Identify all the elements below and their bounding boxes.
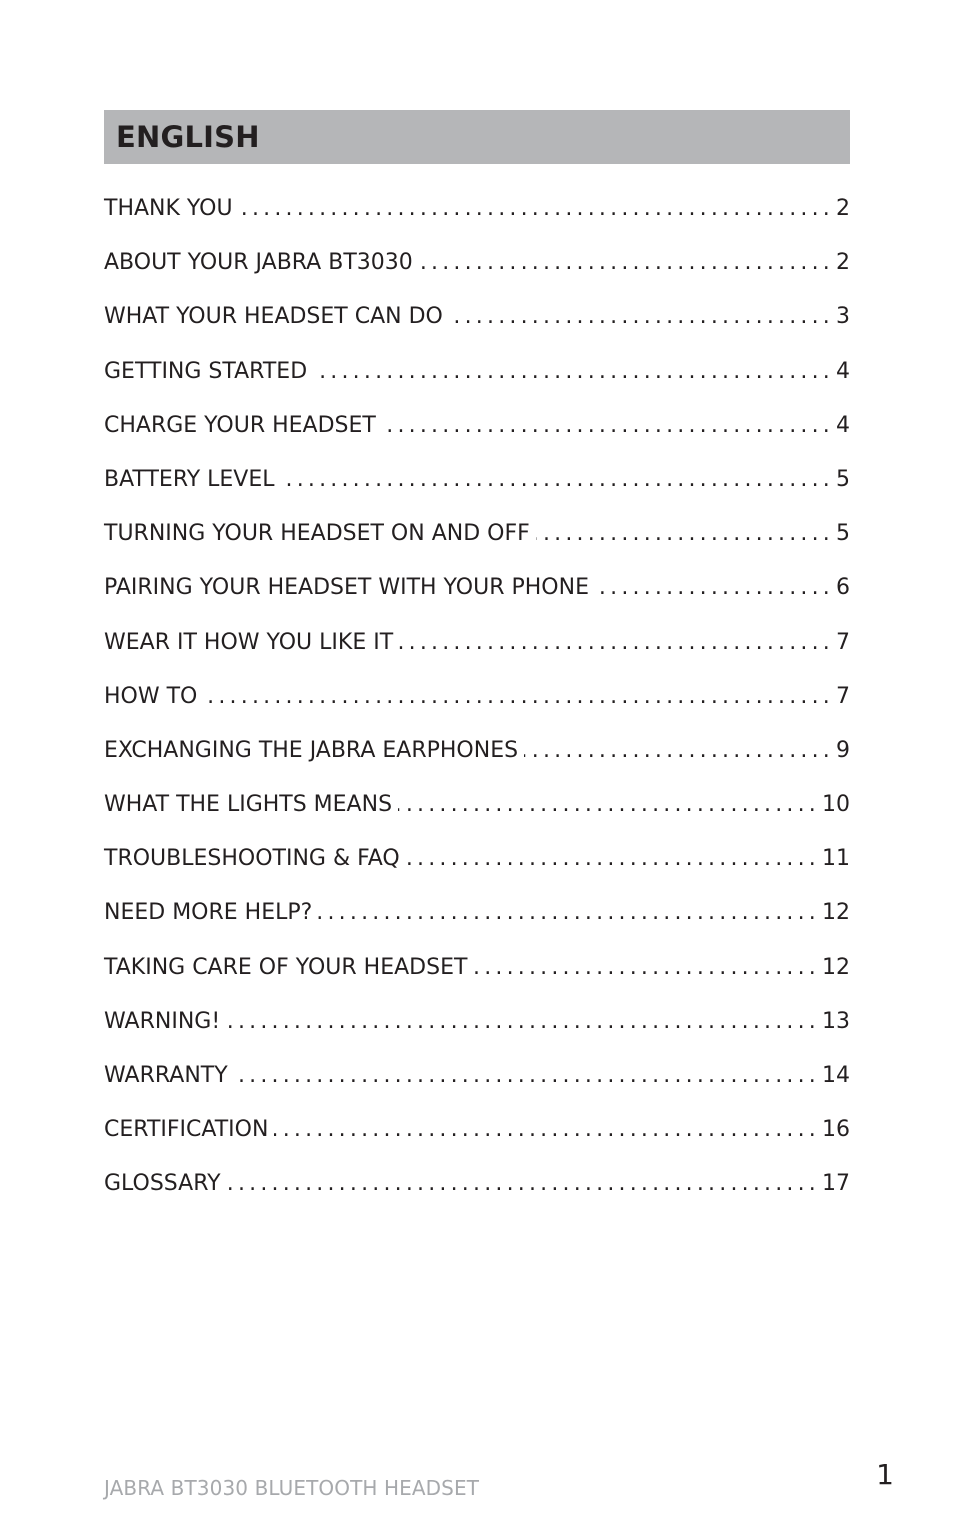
toc-entry-page: 16 — [822, 1117, 850, 1143]
page-number: 1 — [876, 1458, 894, 1491]
toc-entry-title: BATTERY LEVEL — [104, 466, 275, 492]
toc-entry-title: ABOUT YOUR JABRA BT3030 — [104, 250, 413, 276]
toc-entry-page: 11 — [822, 846, 850, 872]
toc-entry[interactable] — [104, 999, 850, 1053]
table-of-contents — [104, 186, 850, 1216]
toc-dot-leader — [227, 1161, 820, 1207]
toc-entry-title: WHAT YOUR HEADSET CAN DO — [104, 304, 443, 330]
toc-entry-page: 14 — [822, 1063, 850, 1088]
toc-entry[interactable] — [104, 403, 850, 457]
toc-entry[interactable] — [104, 620, 850, 674]
toc-entry-page: 12 — [822, 954, 850, 980]
toc-entry[interactable] — [104, 674, 850, 728]
toc-dot-leader — [203, 674, 834, 720]
toc-entry-title: WARRANTY — [104, 1063, 228, 1088]
toc-dot-leader — [419, 240, 834, 286]
toc-entry[interactable] — [104, 186, 850, 240]
toc-dot-leader — [595, 565, 834, 611]
toc-entry[interactable] — [104, 1161, 850, 1215]
toc-entry-title: WEAR IT HOW YOU LIKE IT — [104, 629, 394, 655]
toc-entry[interactable] — [104, 890, 850, 944]
toc-entry-title: TURNING YOUR HEADSET ON AND OFF — [104, 521, 530, 547]
toc-entry-title: HOW TO — [104, 683, 198, 709]
toc-entry[interactable] — [104, 565, 850, 619]
toc-dot-leader — [226, 999, 820, 1045]
toc-entry-page: 10 — [822, 792, 850, 818]
toc-entry-title: TROUBLESHOOTING & FAQ — [104, 846, 400, 872]
toc-entry-title: TAKING CARE OF YOUR HEADSET — [104, 954, 468, 980]
toc-entry-page: 17 — [822, 1171, 850, 1197]
toc-entry-title: NEED MORE HELP? — [104, 900, 313, 926]
toc-entry[interactable] — [104, 1053, 850, 1107]
toc-entry[interactable] — [104, 457, 850, 511]
toc-entry[interactable] — [104, 836, 850, 890]
toc-dot-leader — [406, 836, 820, 882]
toc-entry-page: 4 — [836, 358, 850, 384]
toc-entry-title: CHARGE YOUR HEADSET — [104, 412, 376, 438]
toc-entry-page: 9 — [836, 737, 850, 763]
toc-entry-title: WARNING! — [104, 1008, 221, 1034]
toc-entry-title: CERTIFICATION — [104, 1117, 269, 1143]
toc-dot-leader — [536, 511, 834, 557]
toc-dot-leader — [399, 620, 834, 666]
toc-entry-page: 2 — [836, 196, 850, 221]
toc-dot-leader — [398, 782, 820, 828]
toc-entry[interactable] — [104, 240, 850, 294]
toc-dot-leader — [274, 1107, 820, 1153]
toc-entry-page: 5 — [836, 466, 850, 492]
toc-entry-page: 6 — [836, 575, 850, 601]
footer-product-name: JABRA BT3030 BLUETOOTH HEADSET — [104, 1476, 480, 1500]
toc-dot-leader — [473, 945, 820, 991]
toc-entry[interactable] — [104, 782, 850, 836]
toc-entry[interactable] — [104, 1107, 850, 1161]
toc-dot-leader — [239, 186, 834, 232]
toc-entry[interactable] — [104, 945, 850, 999]
toc-entry-page: 4 — [836, 412, 850, 438]
toc-dot-leader — [524, 728, 834, 774]
section-heading: ENGLISH — [116, 120, 260, 154]
toc-entry-page: 5 — [836, 521, 850, 547]
toc-entry-title: PAIRING YOUR HEADSET WITH YOUR PHONE — [104, 575, 589, 601]
toc-entry-title: GETTING STARTED — [104, 358, 308, 384]
toc-entry[interactable] — [104, 294, 850, 348]
toc-dot-leader — [234, 1053, 820, 1099]
toc-dot-leader — [281, 457, 835, 503]
toc-dot-leader — [449, 294, 834, 340]
toc-entry-page: 7 — [836, 629, 850, 655]
toc-entry-title: WHAT THE LIGHTS MEANS — [104, 792, 393, 818]
toc-entry-title: THANK YOU — [104, 196, 233, 221]
toc-entry-title: GLOSSARY — [104, 1171, 221, 1197]
toc-entry-page: 12 — [822, 900, 850, 926]
toc-entry[interactable] — [104, 728, 850, 782]
toc-entry-page: 2 — [836, 250, 850, 276]
toc-entry-page: 3 — [836, 304, 850, 330]
toc-entry-title: EXCHANGING THE JABRA EARPHONES — [104, 737, 519, 763]
toc-entry[interactable] — [104, 349, 850, 403]
toc-entry[interactable] — [104, 511, 850, 565]
toc-entry-page: 13 — [822, 1008, 850, 1034]
toc-dot-leader — [313, 349, 834, 395]
toc-entry-page: 7 — [836, 683, 850, 709]
toc-dot-leader — [382, 403, 834, 449]
section-heading-bar — [104, 110, 850, 164]
toc-dot-leader — [318, 890, 820, 936]
